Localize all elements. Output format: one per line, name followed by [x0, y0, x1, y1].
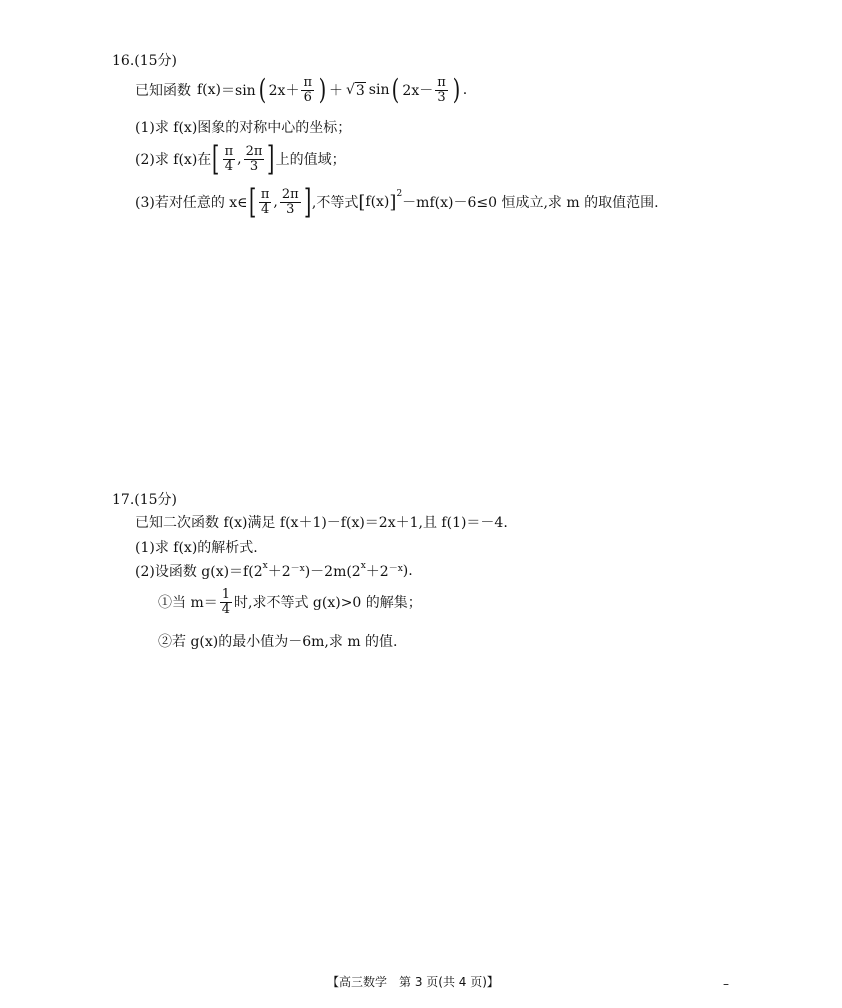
q16-part2-pre: (2)求 f(x)在: [135, 152, 212, 168]
frac-den: 4: [221, 601, 231, 617]
sqrt-3: [346, 82, 366, 99]
q16-sin2: sin: [368, 82, 390, 99]
fraction-1-over-4: [220, 588, 232, 616]
bracket-close: ]: [303, 182, 311, 222]
frac-num: π: [437, 75, 446, 90]
q16-part2: [135, 139, 346, 179]
q16-stem-prefix: 已知函数: [135, 83, 191, 100]
q16-part3-mid: ,不等式: [311, 195, 359, 211]
frac-den: 6: [303, 89, 312, 105]
q17-part2: [135, 561, 413, 581]
q17-part2-m1: ＋2: [267, 564, 291, 580]
frac-den: 3: [249, 158, 259, 174]
paren-open: (: [392, 73, 400, 107]
q16-stem: [135, 73, 468, 107]
fraction-pi-over-3: [435, 76, 448, 104]
q17-sub1: [158, 588, 422, 616]
q16-arg2: 2x－: [402, 83, 434, 100]
paren-open: (: [258, 73, 266, 107]
frac-num: 2π: [281, 186, 299, 202]
fraction-pi-over-4: [223, 145, 236, 173]
q16-number: 16.(15分): [112, 53, 178, 69]
q17-stem: 已知二次函数 f(x)满足 f(x＋1)－f(x)＝2x＋1,且 f(1)＝－4.: [135, 515, 508, 531]
square-bracket-open: [: [358, 191, 366, 213]
frac-den: 3: [286, 201, 295, 217]
q16-part1: (1)求 f(x)图象的对称中心的坐标；: [135, 120, 352, 136]
exponent: x: [360, 561, 366, 571]
q17-sub2: ②若 g(x)的最小值为－6m,求 m 的值.: [158, 634, 398, 650]
q16-eq-sin: ＝sin: [221, 83, 256, 100]
frac-num: π: [303, 75, 312, 90]
q16-part2-post: 上的值域；: [275, 152, 346, 168]
q17-part2-m2: )－2m(2: [304, 564, 361, 580]
corner-mark: –: [723, 977, 729, 991]
page-footer: 【高三数学 第 3 页(共 4 页)】: [327, 975, 499, 989]
q16-arg1: 2x＋: [268, 83, 300, 100]
exponent: －x: [290, 564, 305, 574]
paren-close: ): [452, 73, 461, 107]
q16-fx: f(x): [197, 82, 222, 99]
sqrt-radicand: 3: [355, 82, 365, 99]
frac-den: 3: [437, 89, 446, 105]
sqrt-icon: √: [345, 81, 355, 98]
q16-part3-post: －mf(x)－6≤0 恒成立,求 m 的取值范围.: [402, 195, 659, 211]
frac-den: 4: [224, 158, 233, 174]
fraction-pi-over-4: [259, 188, 272, 216]
bracket-open: [: [212, 139, 220, 179]
comma: ,: [273, 194, 278, 210]
q17-part2-m3: ＋2: [365, 564, 389, 580]
exponent: －x: [388, 564, 403, 574]
q17-part1: (1)求 f(x)的解析式.: [135, 540, 258, 556]
q16-part3-square: 2: [396, 189, 403, 199]
bracket-open: [: [248, 182, 256, 222]
q16-plus: ＋: [328, 83, 343, 100]
q17-part2-end: ).: [402, 563, 413, 579]
bracket-close: ]: [267, 139, 275, 179]
frac-num: 1: [221, 587, 231, 602]
frac-num: 2π: [245, 143, 263, 159]
square-bracket-close: ]: [389, 191, 397, 213]
q17-number: 17.(15分): [112, 492, 178, 508]
q17-part2-pre: (2)设函数 g(x)＝f(2: [135, 564, 263, 580]
q17-sub1-post: 时,求不等式 g(x)>0 的解集；: [234, 595, 422, 612]
fraction-pi-over-6: [301, 76, 314, 104]
frac-den: 4: [260, 201, 270, 217]
frac-num: π: [260, 186, 270, 202]
q16-part3-pre: (3)若对任意的 x∈: [135, 195, 248, 211]
q17-sub1-pre: ①当 m＝: [158, 595, 218, 612]
q16-part3: [135, 182, 659, 222]
q16-part3-fx: f(x): [365, 194, 390, 210]
paren-close: ): [318, 73, 327, 107]
exponent: x: [262, 561, 268, 571]
fraction-2pi-over-3: [244, 145, 265, 173]
fraction-2pi-over-3: [280, 188, 301, 216]
comma: ,: [237, 151, 242, 167]
frac-num: π: [224, 143, 234, 159]
q16-period: .: [462, 82, 468, 99]
